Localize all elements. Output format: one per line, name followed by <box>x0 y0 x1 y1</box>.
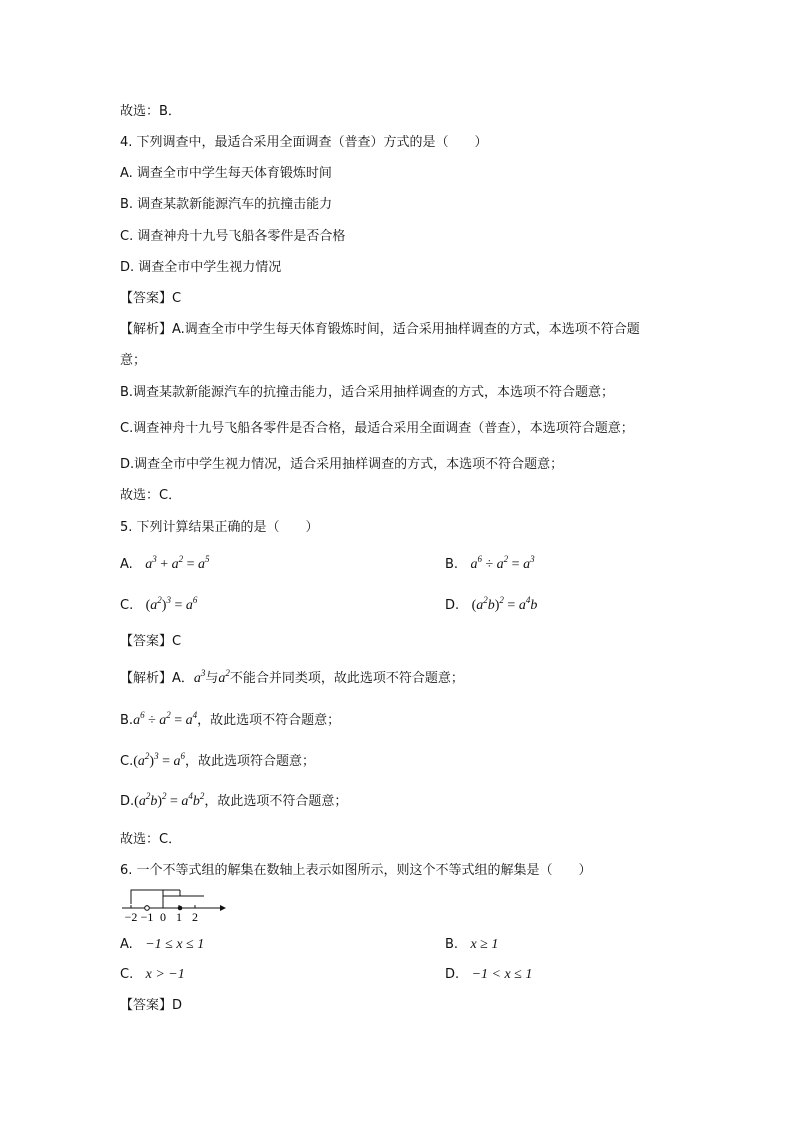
q6-option-d-label: D. <box>445 967 460 982</box>
question-4-option-d: D. 调查全市中学生视力情况 <box>120 260 282 275</box>
option-d-label: D. <box>445 598 460 613</box>
number-line-tick-label: 1 <box>176 910 182 924</box>
question-5-answer: 【答案】C <box>120 634 182 649</box>
question-5-option-d <box>445 597 537 615</box>
q6-option-a-formula: −1 ≤ x ≤ 1 <box>145 937 205 952</box>
question-5-stem: 5. 下列计算结果正确的是（ ） <box>120 520 319 535</box>
option-a-label: A. <box>120 557 133 572</box>
explanation-d-suffix: ，故此选项不符合题意； <box>204 794 348 809</box>
explanation-d-formula: $(a^2b)^2 = a^4b^2$ <box>134 791 205 809</box>
question-5-explanation-a <box>120 670 464 688</box>
question-5-option-a <box>120 556 210 574</box>
explanation-c-suffix: ，故此选项符合题意； <box>184 754 315 769</box>
option-b-label: B. <box>445 557 459 572</box>
open-point-icon <box>145 906 150 911</box>
question-4-choose: 故选：C． <box>120 488 182 503</box>
option-c-label: C. <box>120 598 134 613</box>
explanation-b-suffix: ，故此选项不符合题意； <box>197 713 341 728</box>
number-line-arrow-icon <box>220 905 226 911</box>
question-6-option-c <box>120 966 185 984</box>
explanation-c-formula: $(a^2)^3 = a^6$ <box>133 751 185 769</box>
explanation-a-suffix: 不能合并同类项，故此选项不符合题意； <box>229 671 464 686</box>
prev-answer-choice: 故选：B． <box>120 104 181 119</box>
question-4-stem: 4. 下列调查中，最适合采用全面调查（普查）方式的是（ ） <box>120 135 488 150</box>
number-line-tick-label: −2 <box>124 910 138 924</box>
explanation-a-mid: 与 <box>205 671 219 686</box>
question-4-option-a: A. 调查全市中学生每天体育锻炼时间 <box>120 166 332 181</box>
option-d-formula: $(a^2b)^2 = a^4b$ <box>471 595 538 613</box>
question-4-option-c: C. 调查神舟十九号飞船各零件是否合格 <box>120 229 346 244</box>
question-5-explanation-d <box>120 793 347 811</box>
explanation-a-term2: $a^2$ <box>218 668 230 686</box>
closed-point-icon <box>178 906 183 911</box>
number-line-tick-label: −1 <box>140 910 154 924</box>
number-line-tick-label: 2 <box>192 910 198 924</box>
explanation-a-term1: $a^3$ <box>193 668 206 686</box>
number-line-tick-label: 0 <box>160 910 166 924</box>
question-4-explanation-c: C.调查神舟十九号飞船各零件是否合格，最适合采用全面调查（普查），本选项符合题意； <box>120 421 634 436</box>
question-6-option-b <box>445 936 498 954</box>
question-4-option-b: B. 调查某款新能源汽车的抗撞击能力 <box>120 197 333 212</box>
solution-bracket-left <box>131 890 180 904</box>
question-5-option-c <box>120 597 197 615</box>
q6-option-b-label: B. <box>445 937 459 952</box>
question-5-explanation-c <box>120 753 315 771</box>
explanation-b-prefix: B. <box>120 713 134 728</box>
explanation-a-prefix: 【解析】A． <box>120 671 194 686</box>
explanation-d-prefix: D. <box>120 794 135 809</box>
question-4-explanation-a: 【解析】A.调查全市中学生每天体育锻炼时间，适合采用抽样调查的方式，本选项不符合题 <box>120 322 640 337</box>
explanation-c-prefix: C. <box>120 754 134 769</box>
number-line-figure <box>116 884 226 924</box>
question-4-explanation-a-cont: 意； <box>120 353 147 368</box>
question-5-explanation-b <box>120 712 340 730</box>
question-6-option-d <box>445 966 532 984</box>
explanation-b-formula: $a^6 \div a^2 = a^4$ <box>133 710 198 728</box>
question-6-option-a <box>120 936 204 954</box>
question-6-stem: 6. 一个不等式组的解集在数轴上表示如图所示，则这个不等式组的解集是（ ） <box>120 863 592 878</box>
question-5-choose: 故选：C． <box>120 832 182 847</box>
question-4-explanation-b: B.调查某款新能源汽车的抗撞击能力，适合采用抽样调查的方式，本选项不符合题意； <box>120 385 615 400</box>
option-a-formula: $a^3 + a^2 = a^5$ <box>145 554 210 572</box>
q6-option-a-label: A. <box>120 937 133 952</box>
question-5-option-b <box>445 556 535 574</box>
option-c-formula: $(a^2)^3 = a^6$ <box>145 595 198 613</box>
question-6-answer: 【答案】D <box>120 998 183 1013</box>
q6-option-b-formula: x ≥ 1 <box>470 937 499 952</box>
question-4-answer: 【答案】C <box>120 291 182 306</box>
option-b-formula: $a^6 \div a^2 = a^3$ <box>470 554 535 572</box>
q6-option-d-formula: −1 < x ≤ 1 <box>471 967 533 982</box>
q6-option-c-formula: x > −1 <box>145 967 185 982</box>
q6-option-c-label: C. <box>120 967 134 982</box>
question-4-explanation-d: D.调查全市中学生视力情况，适合采用抽样调查的方式，本选项不符合题意； <box>120 457 564 472</box>
